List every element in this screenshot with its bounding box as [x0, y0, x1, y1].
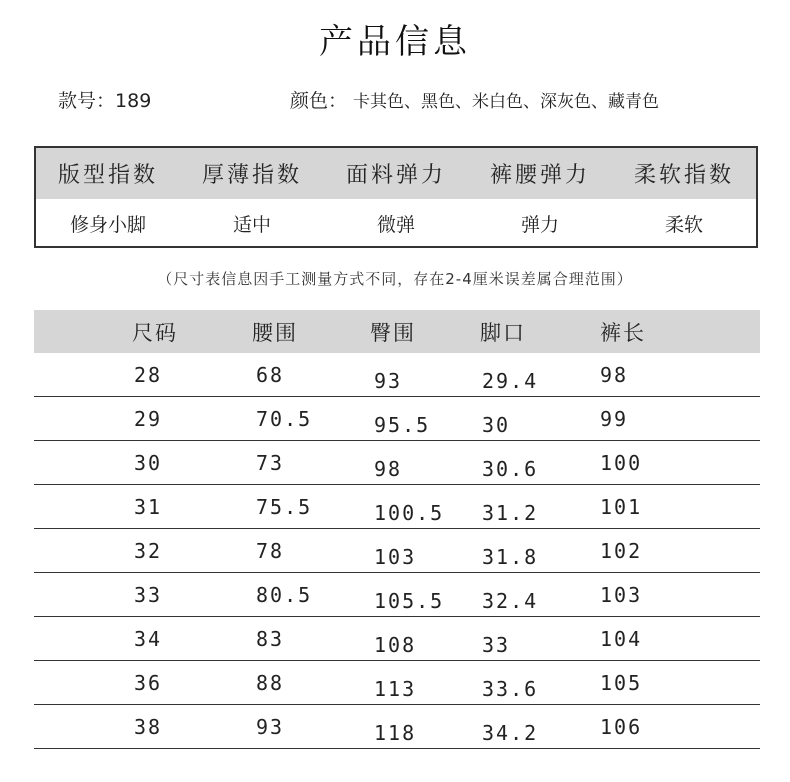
column-header-hem: 脚口: [480, 320, 526, 345]
cell-hip: 105.5: [374, 588, 445, 613]
cell-hip: 93: [374, 368, 403, 393]
table-row: [34, 485, 760, 529]
cell-hem: 31.8: [482, 544, 539, 569]
cell-hem: 29.4: [482, 368, 539, 393]
cell-length: 105: [600, 670, 643, 695]
cell-hem: 33: [482, 632, 511, 657]
cell-hem: 34.2: [482, 720, 539, 745]
attribute-value: 弹力: [520, 214, 559, 236]
cell-hip: 108: [374, 632, 417, 657]
cell-hip: 98: [374, 456, 403, 481]
attribute-value: 微弹: [376, 214, 415, 236]
column-header-size: 尺码: [132, 320, 178, 345]
attribute-table: [34, 146, 758, 248]
page-title: 产品信息: [319, 22, 471, 62]
color-label: 颜色：: [290, 90, 348, 112]
table-row: [34, 573, 760, 617]
column-header-waist: 腰围: [252, 320, 298, 345]
size-table-header: [34, 310, 760, 353]
cell-waist: 78: [256, 538, 285, 563]
table-row: [34, 441, 760, 485]
cell-hip: 100.5: [374, 500, 445, 525]
cell-size: 34: [134, 626, 163, 651]
attribute-header: 版型指数: [57, 163, 158, 188]
cell-length: 98: [600, 362, 629, 387]
cell-waist: 68: [256, 362, 285, 387]
measurement-note: （尺寸表信息因手工测量方式不同，存在2-4厘米误差属合理范围）: [157, 270, 633, 288]
cell-hem: 33.6: [482, 676, 539, 701]
cell-hem: 30.6: [482, 456, 539, 481]
table-row: [34, 617, 760, 661]
attribute-header: 裤腰弹力: [489, 163, 590, 188]
cell-hip: 113: [374, 676, 417, 701]
cell-length: 106: [600, 714, 643, 739]
cell-size: 29: [134, 406, 163, 431]
cell-waist: 93: [256, 714, 285, 739]
cell-size: 36: [134, 670, 163, 695]
attribute-header: 柔软指数: [633, 163, 734, 188]
color-value: 卡其色、黑色、米白色、深灰色、藏青色: [353, 92, 660, 112]
cell-length: 100: [600, 450, 643, 475]
cell-waist: 73: [256, 450, 285, 475]
table-row: [34, 529, 760, 573]
cell-length: 102: [600, 538, 643, 563]
style-number: [58, 86, 151, 113]
cell-size: 28: [134, 362, 163, 387]
color-info: [290, 86, 659, 113]
style-number-value: 189: [115, 90, 152, 112]
style-number-label: 款号：: [58, 90, 116, 112]
cell-hip: 95.5: [374, 412, 431, 437]
cell-waist: 80.5: [256, 582, 313, 607]
cell-size: 32: [134, 538, 163, 563]
cell-size: 38: [134, 714, 163, 739]
attribute-value: 适中: [232, 214, 271, 236]
cell-hem: 32.4: [482, 588, 539, 613]
table-row: [34, 705, 760, 749]
cell-hem: 30: [482, 412, 511, 437]
cell-hip: 118: [374, 720, 417, 745]
cell-length: 101: [600, 494, 643, 519]
column-header-length: 裤长: [600, 320, 646, 345]
column-header-hip: 臀围: [370, 320, 416, 345]
attribute-value-row: [36, 199, 756, 248]
cell-waist: 83: [256, 626, 285, 651]
cell-hip: 103: [374, 544, 417, 569]
attribute-header: 面料弹力: [345, 163, 446, 188]
table-row: [34, 353, 760, 397]
cell-length: 99: [600, 406, 629, 431]
attribute-header-row: [36, 148, 756, 199]
cell-length: 104: [600, 626, 643, 651]
size-table: [34, 310, 760, 749]
cell-size: 31: [134, 494, 163, 519]
cell-size: 30: [134, 450, 163, 475]
cell-length: 103: [600, 582, 643, 607]
attribute-value: 柔软: [664, 214, 703, 236]
table-row: [34, 661, 760, 705]
attribute-value: 修身小脚: [69, 214, 146, 236]
cell-waist: 70.5: [256, 406, 313, 431]
cell-size: 33: [134, 582, 163, 607]
cell-waist: 88: [256, 670, 285, 695]
attribute-header: 厚薄指数: [201, 163, 302, 188]
cell-waist: 75.5: [256, 494, 313, 519]
table-row: [34, 397, 760, 441]
cell-hem: 31.2: [482, 500, 539, 525]
